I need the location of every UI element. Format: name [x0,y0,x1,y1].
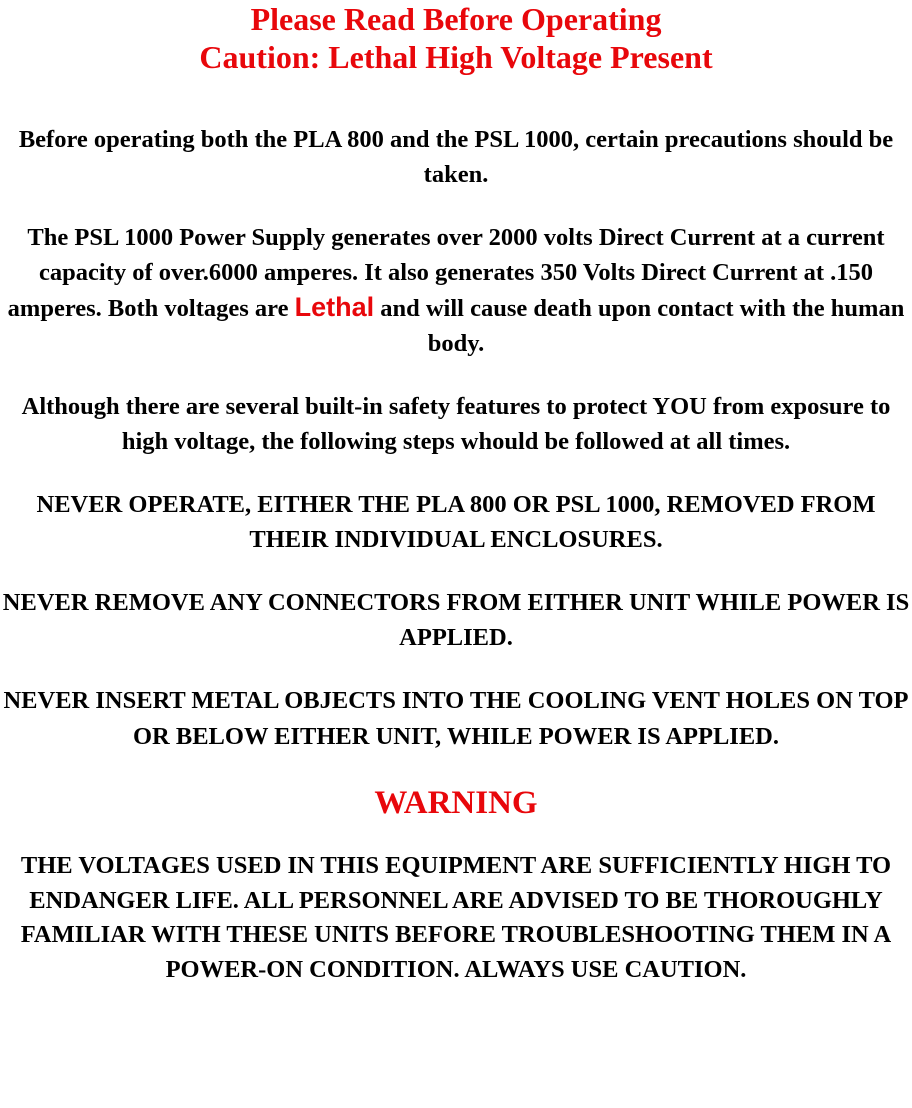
warning-heading: WARNING [374,785,538,821]
lethal-emphasis: Lethal [294,292,375,322]
rule-never-operate: NEVER OPERATE, EITHER THE PLA 800 OR PSL 1000, REMOVED FROM THEIR INDIVIDUAL ENCLOSURES. [36,491,876,553]
safety-features-paragraph: Although there are several built-in safety features to protect YOU from exposure to high voltage, the following steps whould be followed at all times. [21,393,891,455]
rule-never-insert-metal: NEVER INSERT METAL OBJECTS INTO THE COOLING VENT HOLES ON TOP OR BELOW EITHER UNIT, WHILE POWER IS APPLIED. [3,687,909,750]
psl-text-before: The PSL 1000 Power Supply generates over 2000 volts Direct Current at a current capacity of over.6000 amperes. It also generates 350 Volts Direct Current at .150 amperes. Both voltages are [7,224,885,322]
psl-voltage-paragraph [0,220,912,361]
warning-paragraph: THE VOLTAGES USED IN THIS EQUIPMENT ARE SUFFICIENTLY HIGH TO ENDANGER LIFE. ALL PERSONNEL ARE ADVISED TO BE THOROUGHLY FAMILIAR WITH THESE UNITS BEFORE TROUBLESHOOTING THEM IN A POWER-ON CONDITION. ALWAYS USE CAUTION. [20,852,892,983]
rule-never-remove-connectors: NEVER REMOVE ANY CONNECTORS FROM EITHER UNIT WHILE POWER IS APPLIED. [2,589,910,651]
psl-text-after: and will cause death upon contact with the human body. [374,295,905,357]
caution-subtitle: Caution: Lethal High Voltage Present [199,39,713,75]
page-title: Please Read Before Operating [250,1,662,37]
intro-paragraph: Before operating both the PLA 800 and the PSL 1000, certain precautions should be taken. [18,126,894,188]
